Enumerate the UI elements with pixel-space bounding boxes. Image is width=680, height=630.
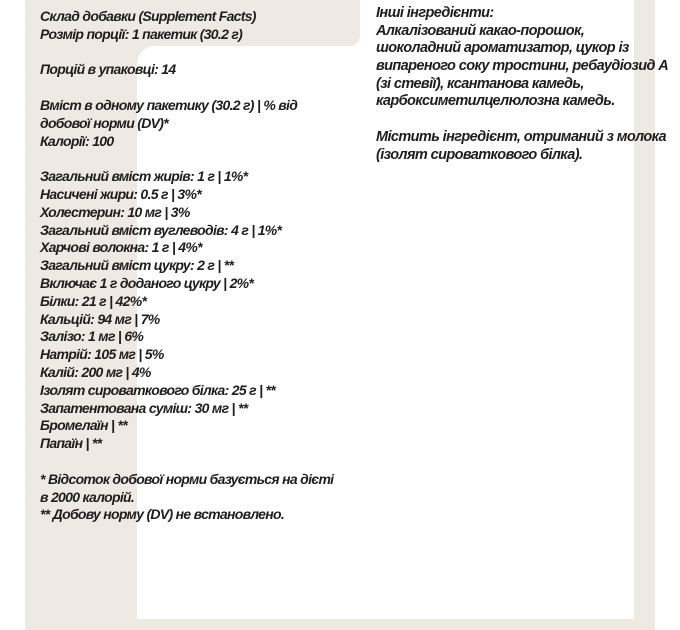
text-line: * Відсоток добової норми базується на дієті (40, 470, 334, 487)
text-line: карбоксиметилцелюлозна камедь. (376, 93, 615, 110)
text-line: Харчові волокна: 1 г | 4%* (40, 239, 202, 256)
text-line: Холестерин: 10 мг | 3% (40, 203, 190, 220)
text-line: Розмір порції: 1 пакетик (30.2 г) (40, 25, 243, 42)
text-line: випареного соку тростини, ребаудіозид А (376, 58, 669, 75)
text-line: Алкалізований какао-порошок, (376, 22, 585, 39)
text-line: Залізо: 1 мг | 6% (40, 328, 144, 345)
supplement-facts-column (40, 8, 333, 524)
text-line: Кальцій: 94 мг | 7% (40, 310, 160, 327)
text-line: Папаїн | ** (40, 435, 102, 452)
other-ingredients-column (376, 5, 668, 164)
text-line: Містить інгредієнт, отриманий з молока (376, 128, 666, 145)
text-line: Натрій: 105 мг | 5% (40, 346, 164, 363)
text-line: Порцій в упаковці: 14 (40, 61, 176, 78)
text-line: (зі стевії), ксантанова камедь, (376, 75, 584, 92)
text-line (376, 111, 668, 129)
text-line: Калій: 200 мг | 4% (40, 363, 151, 380)
text-line (40, 79, 333, 97)
text-line: (ізолят сироваткового білка). (376, 146, 583, 163)
text-line (40, 453, 333, 471)
text-line: Інші інгредієнти: (376, 5, 494, 21)
text-line: Бромелаїн | ** (40, 417, 127, 434)
text-line: Насичені жири: 0.5 г | 3%* (40, 185, 201, 202)
text-line: добової норми (DV)* (40, 114, 168, 131)
text-line (40, 44, 333, 62)
label-bottom-strip (25, 619, 655, 630)
text-line: Склад добавки (Supplement Facts) (40, 8, 256, 24)
text-line: Загальний вміст вуглеводів: 4 г | 1%* (40, 221, 282, 238)
text-line: Ізолят сироваткового білка: 25 г | ** (40, 381, 276, 398)
text-line (40, 150, 333, 168)
text-line: Загальний вміст цукру: 2 г | ** (40, 257, 234, 274)
text-line: Білки: 21 г | 42%* (40, 292, 147, 309)
text-line: Калорії: 100 (40, 132, 114, 149)
text-line: в 2000 калорій. (40, 488, 135, 505)
text-line: Вміст в одному пакетику (30.2 г) | % від (40, 96, 298, 113)
text-line: Запатентована суміш: 30 мг | ** (40, 399, 248, 416)
text-line: ** Добову норму (DV) не встановлено. (40, 506, 285, 523)
text-line: Включає 1 г доданого цукру | 2%* (40, 274, 254, 291)
text-line: шоколадний ароматизатор, цукор із (376, 40, 629, 57)
text-line: Загальний вміст жирів: 1 г | 1%* (40, 168, 248, 185)
